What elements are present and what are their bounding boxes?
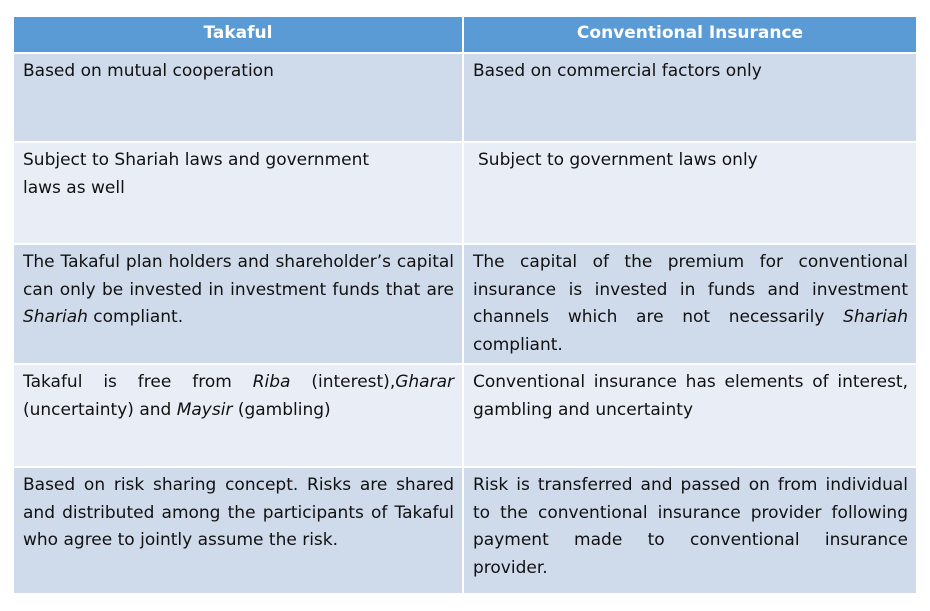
conventional-cell	[463, 142, 917, 244]
table-row	[13, 53, 917, 142]
cell-text: compliant.	[87, 307, 184, 327]
table-row	[13, 364, 917, 467]
cell-text: The capital of the premium for conventional insurance is invested in funds and investment channels which are not necessarily	[473, 252, 908, 327]
conventional-cell	[463, 53, 917, 142]
table-row	[13, 244, 917, 364]
takaful-cell	[13, 467, 463, 594]
cell-text: Takaful is free from	[23, 372, 253, 392]
cell-emphasis: Riba	[252, 372, 291, 392]
cell-text: (gambling)	[232, 399, 331, 420]
cell-emphasis: Gharar	[395, 372, 454, 392]
cell-text: Conventional insurance has elements of interest, gambling and uncertainty	[473, 372, 908, 420]
cell-text: (interest),	[290, 372, 396, 392]
cell-text: Based on commercial factors only	[473, 61, 762, 81]
takaful-cell	[13, 142, 463, 244]
conventional-cell	[463, 467, 917, 594]
cell-emphasis: Shariah	[843, 307, 908, 327]
header-takaful: Takaful	[13, 16, 463, 53]
table-row	[13, 467, 917, 594]
cell-text: The Takaful plan holders and shareholder’s capital can only be invested in investment funds that are	[23, 252, 454, 300]
cell-text: Based on mutual cooperation	[23, 61, 274, 81]
cell-text: (uncertainty) and	[23, 399, 177, 420]
cell-text: Risk is transferred and passed on from individual to the conventional insurance provider following payment made to conventional insurance provider.	[473, 475, 908, 578]
cell-text: Based on risk sharing concept. Risks are shared and distributed among the participants of Takaful who agree to jointly assume the risk.	[23, 475, 454, 550]
conventional-cell	[463, 364, 917, 467]
cell-emphasis: Shariah	[23, 307, 88, 327]
takaful-cell	[13, 364, 463, 467]
cell-text: Subject to government laws only	[478, 150, 758, 170]
cell-text-line-1: Subject to Shariah laws and government	[23, 150, 370, 170]
takaful-cell	[13, 53, 463, 142]
cell-text-line-2: laws as well	[23, 177, 125, 198]
table-row	[13, 142, 917, 244]
conventional-cell	[463, 244, 917, 364]
cell-emphasis: Maysir	[176, 399, 233, 420]
takaful-cell	[13, 244, 463, 364]
comparison-table	[12, 15, 918, 595]
cell-text: compliant.	[473, 334, 563, 355]
header-row	[13, 16, 917, 53]
header-conventional-insurance: Conventional Insurance	[463, 16, 917, 53]
